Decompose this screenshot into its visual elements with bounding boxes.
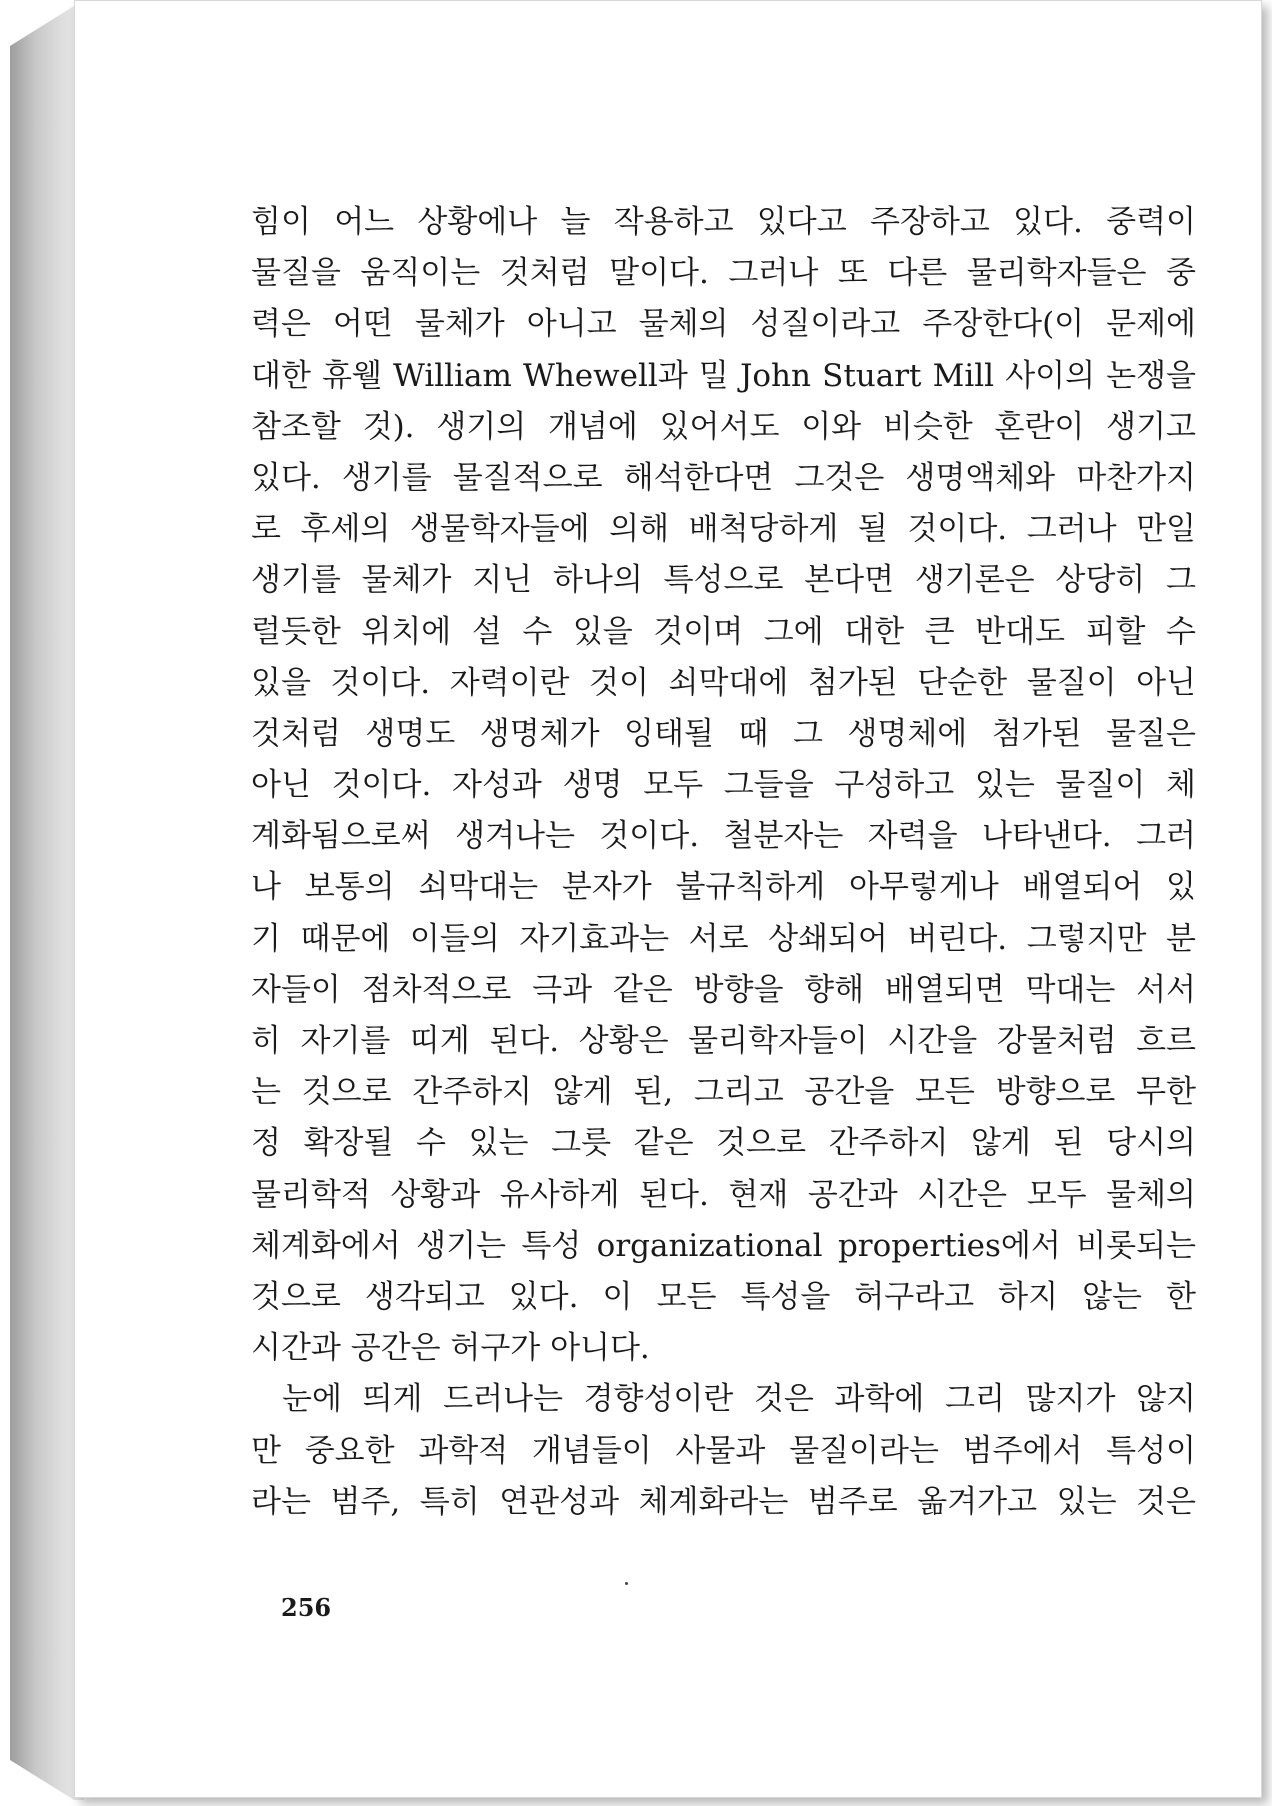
text-line: 것으로 생각되고 있다. 이 모든 특성을 허구라고 하지 않는 한 [251,1278,1196,1315]
scan-speck [625,1582,628,1585]
text-line: 물질을 움직이는 것처럼 말이다. 그러나 또 다른 물리학자들은 중 [251,255,1196,292]
page-number: 256 [281,1593,332,1622]
text-line: 시간과 공간은 허구가 아니다. [251,1330,650,1367]
text-line: 것처럼 생명도 생명체가 잉태될 때 그 생명체에 첨가된 물질은 [251,715,1196,752]
book-page [74,0,1262,1798]
text-line: 력은 어떤 물체가 아니고 물체의 성질이라고 주장한다(이 문제에 [251,306,1196,343]
text-line: 기 때문에 이들의 자기효과는 서로 상쇄되어 버린다. 그렇지만 분 [251,920,1196,957]
text-line: 는 것으로 간주하지 않게 된, 그리고 공간을 모든 방향으로 무한 [251,1074,1196,1111]
text-line: 럴듯한 위치에 설 수 있을 것이며 그에 대한 큰 반대도 피할 수 [251,613,1196,650]
book-spine-top-corner [10,6,74,46]
body-text [251,197,1196,1528]
text-line: 계화됨으로써 생겨나는 것이다. 철분자는 자력을 나타낸다. 그러 [251,818,1196,855]
text-line: 눈에 띄게 드러나는 경향성이란 것은 과학에 그리 많지가 않지 [282,1381,1196,1418]
paragraph-2 [251,1374,1196,1528]
text-line: 히 자기를 띠게 된다. 상황은 물리학자들이 시간을 강물처럼 흐르 [251,1023,1196,1059]
text-line: 라는 범주, 특히 연관성과 체계화라는 범주로 옮겨가고 있는 것은 [251,1483,1196,1520]
text-line: 로 후세의 생물학자들에 의해 배척당하게 될 것이다. 그러나 만일 [251,511,1196,548]
text-line: 체계화에서 생기는 특성 organizational properties에서 비롯되는 [251,1227,1196,1264]
text-line: 정 확장될 수 있는 그릇 같은 것으로 간주하지 않게 된 당시의 [251,1125,1196,1162]
text-line: 있을 것이다. 자력이란 것이 쇠막대에 첨가된 단순한 물질이 아닌 [251,664,1196,701]
text-line: 생기를 물체가 지닌 하나의 특성으로 본다면 생기론은 상당히 그 [251,562,1196,599]
text-line: 대한 휴웰 William Whewell과 밀 John Stuart Mill 사이의 논쟁을 [251,357,1196,394]
paragraph-1 [251,197,1196,1374]
text-line: 아닌 것이다. 자성과 생명 모두 그들을 구성하고 있는 물질이 체 [251,767,1196,804]
text-line: 자들이 점차적으로 극과 같은 방향을 향해 배열되면 막대는 서서 [251,971,1196,1008]
book-spine-bottom-corner [10,1760,74,1800]
book-spine [10,6,84,1800]
text-line: 힘이 어느 상황에나 늘 작용하고 있다고 주장하고 있다. 중력이 [251,204,1196,240]
text-line: 나 보통의 쇠막대는 분자가 불규칙하게 아무렇게나 배열되어 있 [251,869,1196,906]
text-line: 만 중요한 과학적 개념들이 사물과 물질이라는 범주에서 특성이 [251,1432,1196,1469]
text-line: 있다. 생기를 물질적으로 해석한다면 그것은 생명액체와 마찬가지 [251,459,1196,496]
text-line: 참조할 것). 생기의 개념에 있어서도 이와 비슷한 혼란이 생기고 [251,408,1196,445]
text-line: 물리학적 상황과 유사하게 된다. 현재 공간과 시간은 모두 물체의 [251,1176,1196,1213]
